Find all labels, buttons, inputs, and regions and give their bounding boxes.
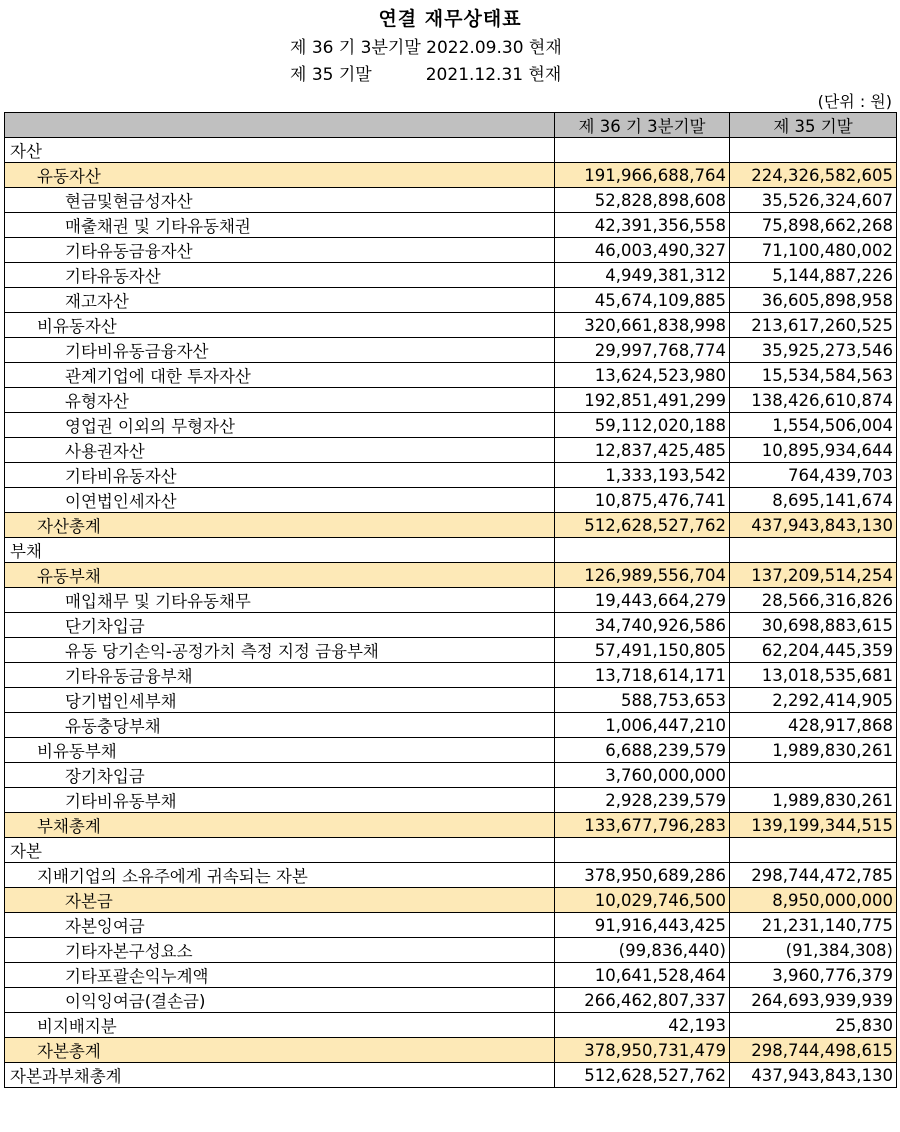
prior-period-value: 298,744,498,615 <box>730 1038 897 1063</box>
table-row <box>5 313 897 338</box>
table-row <box>5 488 897 513</box>
account-label: 자산 <box>5 138 555 163</box>
account-label: 기타비유동부채 <box>5 788 555 813</box>
prior-period-value: 5,144,887,226 <box>730 263 897 288</box>
unit-label: (단위 : 원) <box>817 92 892 111</box>
table-row <box>5 138 897 163</box>
current-period-value: 6,688,239,579 <box>555 738 730 763</box>
header-current-period: 제 36 기 3분기말 <box>555 113 730 138</box>
table-row <box>5 888 897 913</box>
prior-period-value: 15,534,584,563 <box>730 363 897 388</box>
current-period-value: 52,828,898,608 <box>555 188 730 213</box>
current-period-value: 12,837,425,485 <box>555 438 730 463</box>
current-period-value: 378,950,689,286 <box>555 863 730 888</box>
account-label: 지배기업의 소유주에게 귀속되는 자본 <box>5 863 555 888</box>
current-period-value: 126,989,556,704 <box>555 563 730 588</box>
table-row <box>5 413 897 438</box>
current-period-value: 133,677,796,283 <box>555 813 730 838</box>
current-period-value: 192,851,491,299 <box>555 388 730 413</box>
account-label: 이연법인세자산 <box>5 488 555 513</box>
prior-period-value: 3,960,776,379 <box>730 963 897 988</box>
current-period-value: 13,624,523,980 <box>555 363 730 388</box>
current-period-value: 588,753,653 <box>555 688 730 713</box>
account-label: 기타자본구성요소 <box>5 938 555 963</box>
table-row <box>5 613 897 638</box>
table-row <box>5 938 897 963</box>
account-label: 장기차입금 <box>5 763 555 788</box>
table-row <box>5 763 897 788</box>
account-label: 당기법인세부채 <box>5 688 555 713</box>
prior-period-value: 213,617,260,525 <box>730 313 897 338</box>
account-label: 자본총계 <box>5 1038 555 1063</box>
account-label: 자본금 <box>5 888 555 913</box>
account-label: 유동부채 <box>5 563 555 588</box>
prior-period-value: 10,895,934,644 <box>730 438 897 463</box>
table-row <box>5 438 897 463</box>
account-label: 비유동자산 <box>5 313 555 338</box>
account-label: 관계기업에 대한 투자자산 <box>5 363 555 388</box>
table-row <box>5 213 897 238</box>
prior-period-value <box>730 763 897 788</box>
prior-period-line: 제 35 기말 2021.12.31 현재 <box>290 65 562 85</box>
prior-period-value: 35,925,273,546 <box>730 338 897 363</box>
prior-period-value: 75,898,662,268 <box>730 213 897 238</box>
prior-period-value: 264,693,939,939 <box>730 988 897 1013</box>
table-row <box>5 638 897 663</box>
prior-period-value: 428,917,868 <box>730 713 897 738</box>
account-label: 매입채무 및 기타유동채무 <box>5 588 555 613</box>
current-period-value: 13,718,614,171 <box>555 663 730 688</box>
account-label: 비지배지분 <box>5 1013 555 1038</box>
current-period-value: 29,997,768,774 <box>555 338 730 363</box>
table-row <box>5 588 897 613</box>
account-label: 부채총계 <box>5 813 555 838</box>
current-period-value <box>555 138 730 163</box>
current-period-value: 320,661,838,998 <box>555 313 730 338</box>
current-period-value: 1,006,447,210 <box>555 713 730 738</box>
prior-period-value: 764,439,703 <box>730 463 897 488</box>
current-period-value <box>555 838 730 863</box>
current-period-value: 266,462,807,337 <box>555 988 730 1013</box>
table-row <box>5 238 897 263</box>
prior-period-value: 8,950,000,000 <box>730 888 897 913</box>
prior-period-value: (91,384,308) <box>730 938 897 963</box>
current-period-value: 59,112,020,188 <box>555 413 730 438</box>
current-period-value: 42,391,356,558 <box>555 213 730 238</box>
current-period-value: 57,491,150,805 <box>555 638 730 663</box>
account-label: 영업권 이외의 무형자산 <box>5 413 555 438</box>
table-row <box>5 538 897 563</box>
current-period-value: 2,928,239,579 <box>555 788 730 813</box>
table-row <box>5 838 897 863</box>
account-label: 기타비유동자산 <box>5 463 555 488</box>
prior-period-value <box>730 538 897 563</box>
table-row <box>5 1013 897 1038</box>
account-label: 자본잉여금 <box>5 913 555 938</box>
current-period-value: 10,875,476,741 <box>555 488 730 513</box>
prior-period-value: 298,744,472,785 <box>730 863 897 888</box>
current-period-value: 10,641,528,464 <box>555 963 730 988</box>
current-period-value: 46,003,490,327 <box>555 238 730 263</box>
current-period-value: 191,966,688,764 <box>555 163 730 188</box>
prior-period-value: 21,231,140,775 <box>730 913 897 938</box>
account-label: 비유동부채 <box>5 738 555 763</box>
table-row <box>5 813 897 838</box>
account-label: 사용권자산 <box>5 438 555 463</box>
current-period-value: 10,029,746,500 <box>555 888 730 913</box>
table-row <box>5 963 897 988</box>
table-row <box>5 988 897 1013</box>
current-period-value: 1,333,193,542 <box>555 463 730 488</box>
table-row <box>5 263 897 288</box>
account-label: 기타포괄손익누계액 <box>5 963 555 988</box>
prior-period-value: 138,426,610,874 <box>730 388 897 413</box>
table-row <box>5 863 897 888</box>
table-header-row <box>5 113 897 138</box>
prior-period-value: 1,989,830,261 <box>730 738 897 763</box>
table-row <box>5 913 897 938</box>
prior-period-value: 137,209,514,254 <box>730 563 897 588</box>
prior-period-value: 224,326,582,605 <box>730 163 897 188</box>
account-label: 유동충당부채 <box>5 713 555 738</box>
account-label: 유동 당기손익-공정가치 측정 지정 금융부채 <box>5 638 555 663</box>
prior-period-value: 437,943,843,130 <box>730 513 897 538</box>
prior-period-value: 1,989,830,261 <box>730 788 897 813</box>
current-period-value: 512,628,527,762 <box>555 513 730 538</box>
statement-title: 연결 재무상태표 <box>378 8 522 30</box>
current-period-value: 512,628,527,762 <box>555 1063 730 1088</box>
account-label: 매출채권 및 기타유동채권 <box>5 213 555 238</box>
current-period-value: (99,836,440) <box>555 938 730 963</box>
current-period-value: 4,949,381,312 <box>555 263 730 288</box>
prior-period-value: 35,526,324,607 <box>730 188 897 213</box>
current-period-line: 제 36 기 3분기말 2022.09.30 현재 <box>290 38 562 58</box>
balance-sheet-table <box>4 112 897 1088</box>
current-period-value: 45,674,109,885 <box>555 288 730 313</box>
table-row <box>5 688 897 713</box>
table-row <box>5 363 897 388</box>
table-row <box>5 788 897 813</box>
account-label: 기타비유동금융자산 <box>5 338 555 363</box>
table-row <box>5 188 897 213</box>
account-label: 기타유동자산 <box>5 263 555 288</box>
current-period-value: 91,916,443,425 <box>555 913 730 938</box>
prior-period-value: 2,292,414,905 <box>730 688 897 713</box>
prior-period-value: 25,830 <box>730 1013 897 1038</box>
prior-period-value <box>730 138 897 163</box>
table-row <box>5 663 897 688</box>
account-label: 유형자산 <box>5 388 555 413</box>
prior-period-value: 139,199,344,515 <box>730 813 897 838</box>
table-row <box>5 738 897 763</box>
table-row <box>5 163 897 188</box>
account-label: 기타유동금융부채 <box>5 663 555 688</box>
account-label: 이익잉여금(결손금) <box>5 988 555 1013</box>
account-label: 자산총계 <box>5 513 555 538</box>
prior-period-value: 1,554,506,004 <box>730 413 897 438</box>
current-period-value: 19,443,664,279 <box>555 588 730 613</box>
prior-period-value: 13,018,535,681 <box>730 663 897 688</box>
table-row <box>5 338 897 363</box>
table-row <box>5 288 897 313</box>
header-account <box>5 113 555 138</box>
prior-period-value: 71,100,480,002 <box>730 238 897 263</box>
prior-period-value <box>730 838 897 863</box>
account-label: 재고자산 <box>5 288 555 313</box>
current-period-value: 378,950,731,479 <box>555 1038 730 1063</box>
account-label: 현금및현금성자산 <box>5 188 555 213</box>
header-prior-period: 제 35 기말 <box>730 113 897 138</box>
current-period-value: 42,193 <box>555 1013 730 1038</box>
table-row <box>5 1063 897 1088</box>
prior-period-value: 30,698,883,615 <box>730 613 897 638</box>
table-row <box>5 713 897 738</box>
account-label: 부채 <box>5 538 555 563</box>
prior-period-value: 62,204,445,359 <box>730 638 897 663</box>
table-row <box>5 388 897 413</box>
current-period-value: 3,760,000,000 <box>555 763 730 788</box>
account-label: 기타유동금융자산 <box>5 238 555 263</box>
account-label: 자본 <box>5 838 555 863</box>
account-label: 단기차입금 <box>5 613 555 638</box>
table-row <box>5 1038 897 1063</box>
table-row <box>5 563 897 588</box>
current-period-value <box>555 538 730 563</box>
prior-period-value: 437,943,843,130 <box>730 1063 897 1088</box>
account-label: 유동자산 <box>5 163 555 188</box>
table-row <box>5 463 897 488</box>
prior-period-value: 28,566,316,826 <box>730 588 897 613</box>
prior-period-value: 36,605,898,958 <box>730 288 897 313</box>
account-label: 자본과부채총계 <box>5 1063 555 1088</box>
table-row <box>5 513 897 538</box>
current-period-value: 34,740,926,586 <box>555 613 730 638</box>
prior-period-value: 8,695,141,674 <box>730 488 897 513</box>
